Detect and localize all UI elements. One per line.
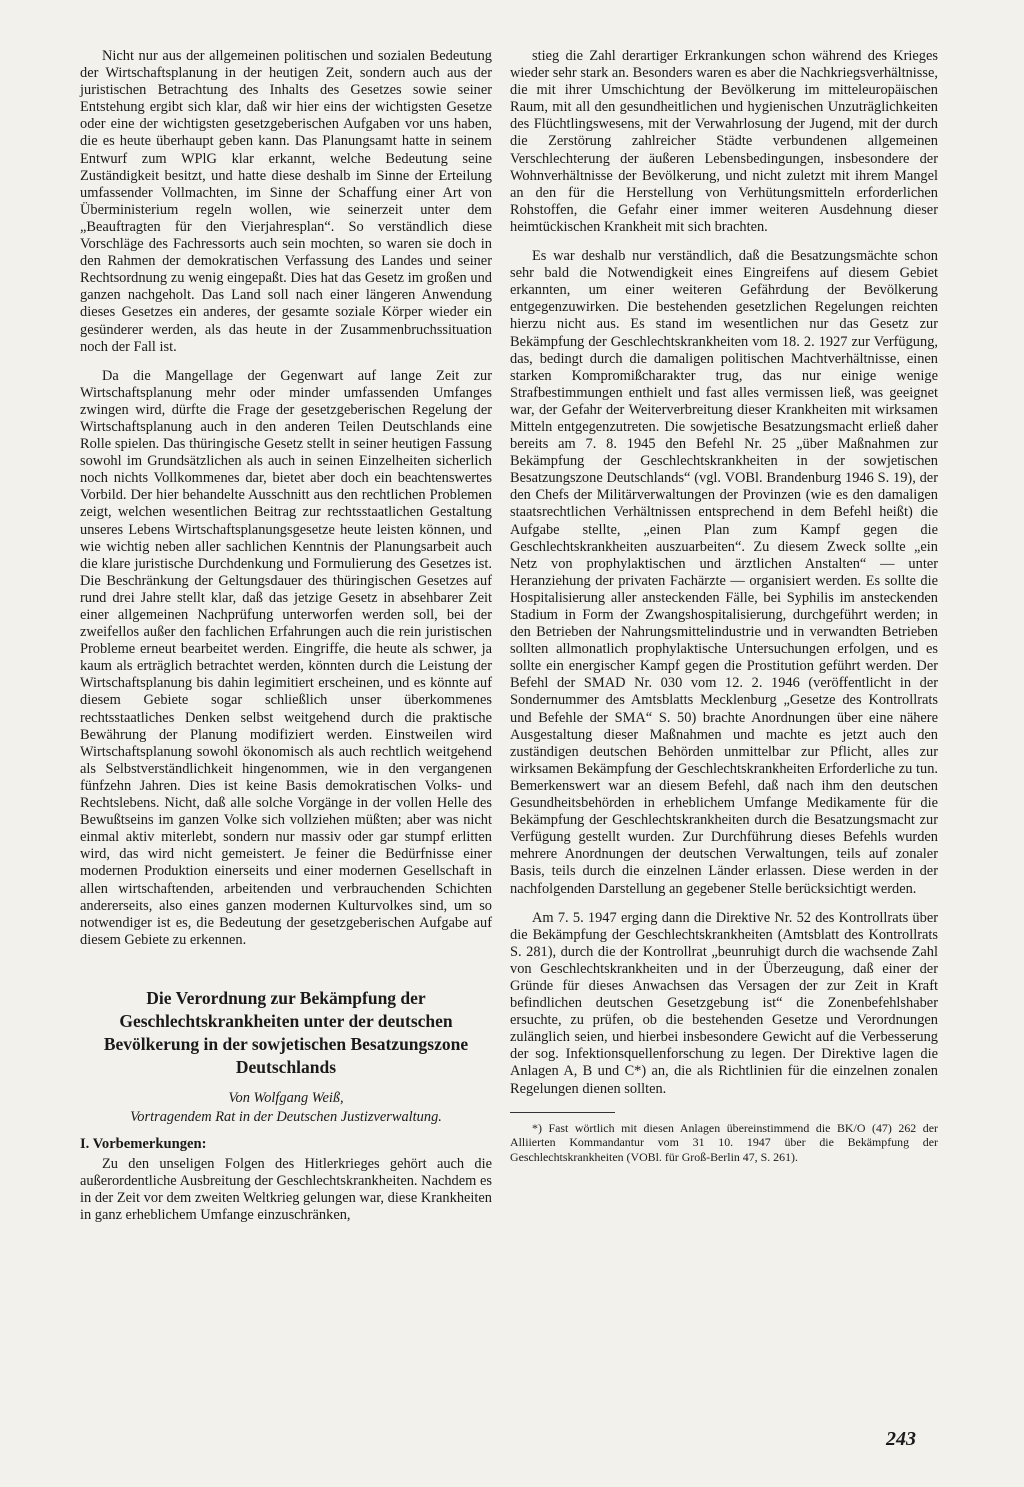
left-column: [80, 48, 492, 1236]
footnote-divider: [510, 1112, 615, 1113]
paragraph: Zu den unseligen Folgen des Hitlerkrieges gehört auch die außerordentliche Ausbreitung der Geschlechtskrankheiten. Nachdem es in der Zeit vor dem zweiten Weltkrieg gelungen war, diese Krankheiten in ganz erheblichem Umfange einzuschränken,: [80, 1155, 492, 1224]
section-heading: I. Vorbemerkungen:: [80, 1135, 207, 1152]
byline-role: Vortragendem Rat in der Deutschen Justizverwaltung.: [130, 1108, 442, 1125]
right-column: [510, 48, 938, 1164]
page-number: 243: [886, 1428, 916, 1450]
byline-author: Von Wolfgang Weiß,: [228, 1089, 344, 1106]
article-title: Die Verordnung zur Bekämpfung der Geschlechtskrankheiten unter der deutschen Bevölkerung in der sowjetischen Besatzungszone Deutschlands: [103, 987, 469, 1077]
paragraph: Nicht nur aus der allgemeinen politischen und sozialen Bedeutung der Wirtschaftsplanung in der heutigen Zeit, sondern auch aus der juristischen Betrachtung des Inhalts des Gesetzes sowie seiner Entstehung ergibt sich klar, daß wir hier eins der wichtigsten Gesetze oder eine der wichtigsten gesetzgeberischen Aufgaben vor uns haben, die es heute überhaupt geben kann. Das Planungsamt hatte in seinem Entwurf zum WPlG klar erkannt, welche Bedeutung seine Zuständigkeit besitzt, und hatte diese deshalb im Sinne der Erteilung umfassender Vollmachten, im Sinne der Schaffung einer Art von Überministerium regeln wollen, wie seinerzeit unter dem „Beauftragten für den Vierjahresplan“. So verständlich diese Vorschläge des Fachressorts auch sein mochten, so waren sie doch in den Rahmen der demokratischen Verfassung des Landes und seiner Rechtsordnung zu wenig eingepaßt. Dies hat das Gesetz im großen und ganzen nachgeholt. Das Land soll nach einer längeren Anwendung dieses Gesetzes ein anderes, der gesamte soziale Körper wieder ein gesünderer werden, als das heute in der Zusammenbruchssituation noch der Fall ist.: [80, 48, 492, 355]
paragraph: Es war deshalb nur verständlich, daß die Besatzungsmächte schon sehr bald die Notwendigkeit eines Eingreifens auf diesem Gebiet erkannten, um einer weiteren Gefährdung der Bevölkerung entgegenzuwirken. Die bestehenden gesetzlichen Regelungen reichten hierzu nicht aus. Es stand im wesentlichen nur das Gesetz zur Bekämpfung der Geschlechtskrankheiten vom 18. 2. 1927 zur Verfügung, das, bedingt durch die damaligen politischen Machtverhältnisse, einen starken Kompromißcharakter trug, das nur einige wenige Strafbestimmungen enthielt und fast alles vermissen ließ, was geeignet war, der Gefahr der Weiterverbreitung dieser Krankheiten mit wirksamen Mitteln entgegenzutreten. Die sowjetische Besatzungsmacht erließ daher bereits am 7. 8. 1945 den Befehl Nr. 25 „über Maßnahmen zur Bekämpfung der Geschlechtskrankheiten in der sowjetischen Besatzungszone Deutschlands“ (vgl. VOBl. Brandenburg 1946 S. 19), der den Chefs der Militärverwaltungen der Provinzen (wie es den damaligen staatsrechtlichen Verhältnissen entsprechend in dem Befehl heißt) die Aufgabe stellte, „einen Plan zum Kampf gegen die Geschlechtskrankheiten auszuarbeiten“. Zu diesem Zweck sollte „ein Netz von prophylaktischen und ärztlichen Anstalten“ — unter Heranziehung der privaten Fachärzte — organisiert werden. Es sollte die Hospitalisierung aller ansteckenden Fälle, bei Syphilis im ansteckenden Stadium in Form der Zwangshospitalisierung, durchgeführt werden; in den Betrieben der Nahrungsmittelindustrie und in verwandten Betrieben sollten allmonatlich prophylaktische Untersuchungen erfolgen, und es sollte ein energischer Kampf gegen die Prostitution geführt werden. Der Befehl der SMAD Nr. 030 vom 12. 2. 1946 (veröffentlicht in der Sondernummer des Amtsblatts Mecklenburg „Gesetze des Kontrollrats und Befehle der SMA“ S. 50) brachte Anordnungen über eine nähere Ausgestaltung dieser Maßnahmen und machte es jetzt auch den zuständigen deutschen Behörden unmittelbar zur Pflicht, alles zur wirksamen Bekämpfung der Geschlechtskrankheiten Erforderliche zu tun. Bemerkenswert war an diesem Befehl, daß nach ihm den deutschen Gesundheitsbehörden in erheblichem Umfange Medikamente für die Bekämpfung der Geschlechtskrankheiten durch die Besatzungsmacht zur Verfügung gestellt wurden. Zur Durchführung dieses Befehls wurden mehrere Anordnungen der deutschen Verwaltungen, teils auf zonaler Basis, teils durch die einzelnen Länder erlassen. Diese werden in der nachfolgenden Darstellung an gegebener Stelle berücksichtigt werden.: [510, 248, 938, 897]
paragraph: Am 7. 5. 1947 erging dann die Direktive Nr. 52 des Kontrollrats über die Bekämpfung der Geschlechtskrankheiten (Amtsblatt des Kontrollrats S. 281), durch die der Kontrollrat „beunruhigt durch die wachsende Zahl von Geschlechtskrankheiten und in der Überzeugung, daß einer der Gründe für dieses Anwachsen das Versagen der zur Zeit in Kraft befindlichen deutschen Gesetzgebung ist“ die Zonenbefehlshaber ersuchte, zu prüfen, ob die bestehenden Gesetze und Verordnungen zulänglich seien, und hierbei insbesondere Gewicht auf die Verbesserung der sog. Infektionsquellenforschung zu legen. Der Direktive lagen die Anlagen A, B und C*) an, die als Richtlinien für die einzelnen zonalen Regelungen dienen sollten.: [510, 909, 938, 1097]
paragraph: Da die Mangellage der Gegenwart auf lange Zeit zur Wirtschaftsplanung mehr oder minder umfassenden Umfanges zwingen wird, dürfte die Frage der gesetzgeberischen Regelung der Wirtschaftsplanung auch in den anderen Teilen Deutschlands eine Rolle spielen. Das thüringische Gesetz stellt in seiner heutigen Fassung sowohl im Grundsätzlichen als auch in seinen Einzelheiten sicherlich noch nichts Vollkommenes dar, bietet aber doch ein beachtenswertes Vorbild. Der hier behandelte Ausschnitt aus den rechtlichen Problemen zeigt, welchen wesentlichen Beitrag zur rechtsstaatlichen Gestaltung unseres Lebens Wirtschaftsplanungsgesetze heute leisten können, und wie wichtig neben aller sachlichen Kenntnis der Planungsarbeit auch die klare juristische Durchdenkung und Formulierung des Gesetzes ist. Die Beschränkung der Geltungsdauer des thüringischen Gesetzes auf rund drei Jahre stellt klar, daß das jetzige Gesetz in absehbarer Zeit einer allgemeinen Nachprüfung unterworfen werden soll, bei der zweifellos außer den fachlichen Erfahrungen auch die rein juristischen Probleme erneut bearbeitet werden. Eingriffe, die heute als schwer, ja kaum als erträglich betrachtet werden, könnten durch die Leistung der Wirtschaftsplanung bis dahin legimitiert erscheinen, und es könnte auf diesem Gebiete sogar schließlich unser überkommenes rechtsstaatliches Denken selbst weitgehend durch die praktische Bewährung der Planung modifiziert werden. Einstweilen wird Wirtschaftsplanung sowohl ökonomisch als auch rechtlich weitgehend als Selbstverständlichkeit hingenommen, wie in den vergangenen fünfzehn Jahren. Dies ist keine Basis demokratischen Volks- und Rechtslebens. Nicht, daß alle solche Vorgänge in der vollen Helle des Bewußtseins im ganzen Volke sich vollziehen müßten; aber was nicht einmal aktiv miterlebt, sondern nur massiv oder gar stumpf erlitten wird, das wird nicht gemeistert. Je feiner die Bedürfnisse einer modernen Produktion einerseits und einer modernen Gesellschaft in allen wirtschaftenden, arbeitenden und verbrauchenden Schichten andererseits, also eines ganzen modernen Kulturvolkes sind, um so notwendiger ist es, die Bedeutung der gesetzgeberischen Aufgabe auf diesem Gebiete zu erkennen.: [80, 367, 492, 948]
paragraph: stieg die Zahl derartiger Erkrankungen schon während des Krieges wieder sehr stark an. Besonders waren es aber die Nachkriegsverhältnisse, die mit ihrer Umschichtung der Bevölkerung im mitteleuropäischen Raum, mit all den gesundheitlichen und hygienischen Unzuträglichkeiten des Flüchtlingswesens, mit der Verwahrlosung der Jugend, mit der durch die Zerstörung zahlreicher Städte verbundenen allgemeinen Verschlechterung der äußeren Lebensbedingungen, insbesondere der Wohnverhältnisse der Bevölkerung, und nicht zuletzt mit ihrem Mangel an den für die Herstellung von Verhütungsmitteln erforderlichen Rohstoffen, die Gefahr einer immer weiteren Ausdehnung dieser heimtückischen Krankheit mit sich brachten.: [510, 48, 938, 235]
footnote: *) Fast wörtlich mit diesen Anlagen übereinstimmend die BK/O (47) 262 der Alliierten Kommandantur vom 31 10. 1947 über die Bekämpfung der Geschlechtskrankheiten (VOBl. für Groß-Berlin 47, S. 261).: [510, 1120, 938, 1164]
